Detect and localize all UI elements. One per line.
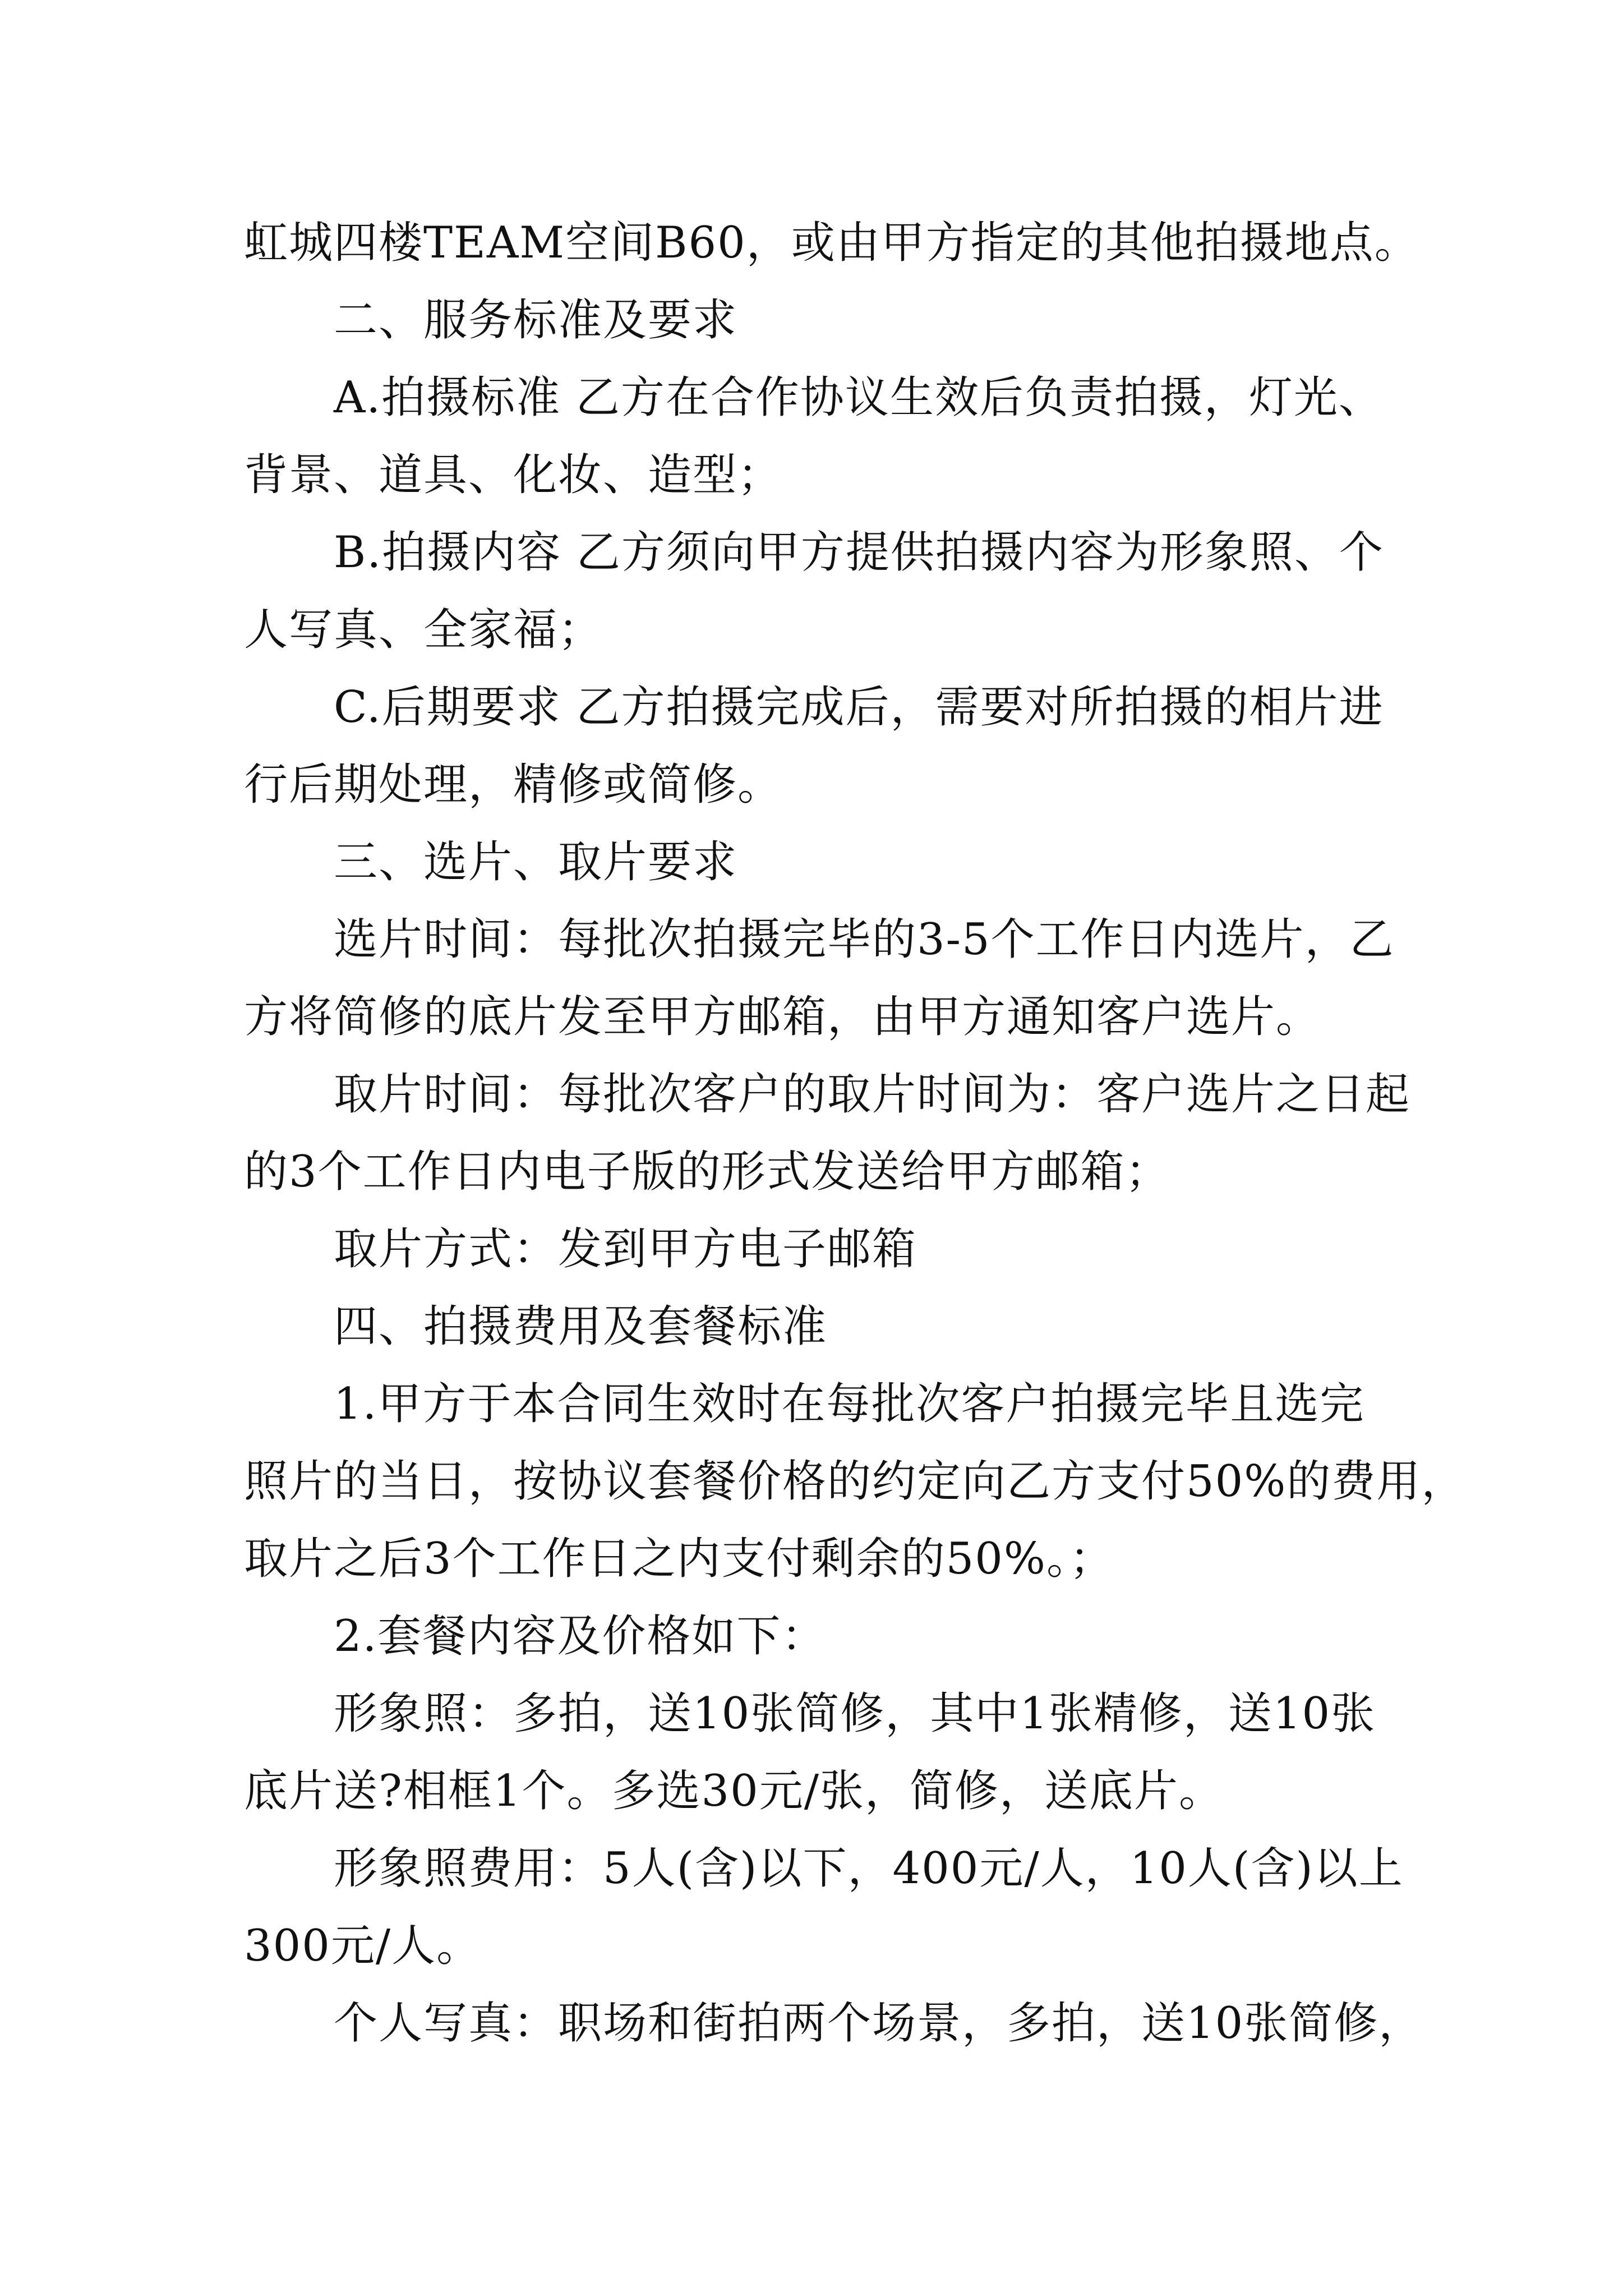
text-line: B.拍摄内容 乙方须向甲方提供拍摄内容为形象照、个	[334, 527, 1384, 578]
text-line: 形象照：多拍，送10张简修，其中1张精修，送10张	[334, 1688, 1376, 1739]
text-line: C.后期要求 乙方拍摄完成后，需要对所拍摄的相片进	[334, 682, 1384, 733]
text-line: 个人写真：职场和街拍两个场景，多拍，送10张简修，	[334, 1998, 1424, 2049]
text-line: 三、选片、取片要求	[334, 837, 738, 887]
text-line: 底片送?相框1个。多选30元/张，简修，送底片。	[244, 1766, 1224, 1816]
text-line: 行后期处理，精修或简修。	[244, 760, 783, 810]
text-line: 四、拍摄费用及套餐标准	[334, 1301, 828, 1352]
text-line: 选片时间：每批次拍摄完毕的3-5个工作日内选片，乙	[334, 914, 1395, 965]
text-line: 300元/人。	[244, 1921, 482, 1971]
text-line: 取片之后3个工作日之内支付剩余的50%。；	[244, 1534, 1114, 1584]
text-line: 背景、道具、化妆、造型；	[244, 450, 783, 500]
text-line: 方将简修的底片发至甲方邮箱，由甲方通知客户选片。	[244, 992, 1321, 1042]
text-line: 人写真、全家福；	[244, 605, 603, 655]
text-line: 取片方式：发到甲方电子邮箱	[334, 1224, 917, 1274]
text-line: A.拍摄标准 乙方在合作协议生效后负责拍摄，灯光、	[334, 372, 1384, 423]
text-line: 虹城四楼TEAM空间B60，或由甲方指定的其他拍摄地点。	[244, 218, 1419, 268]
text-line: 取片时间：每批次客户的取片时间为：客户选片之日起	[334, 1069, 1411, 1120]
document-body	[244, 204, 1467, 2062]
text-line: 的3个工作日内电子版的形式发送给甲方邮箱；	[244, 1147, 1170, 1197]
text-line: 形象照费用：5人(含)以下，400元/人，10人(含)以上	[334, 1843, 1404, 1894]
text-line: 二、服务标准及要求	[334, 295, 738, 346]
text-line: 2.套餐内容及价格如下：	[334, 1611, 827, 1662]
text-line: 1.甲方于本合同生效时在每批次客户拍摄完毕且选完	[334, 1379, 1365, 1429]
text-line: 照片的当日，按协议套餐价格的约定向乙方支付50%的费用，	[244, 1456, 1467, 1507]
